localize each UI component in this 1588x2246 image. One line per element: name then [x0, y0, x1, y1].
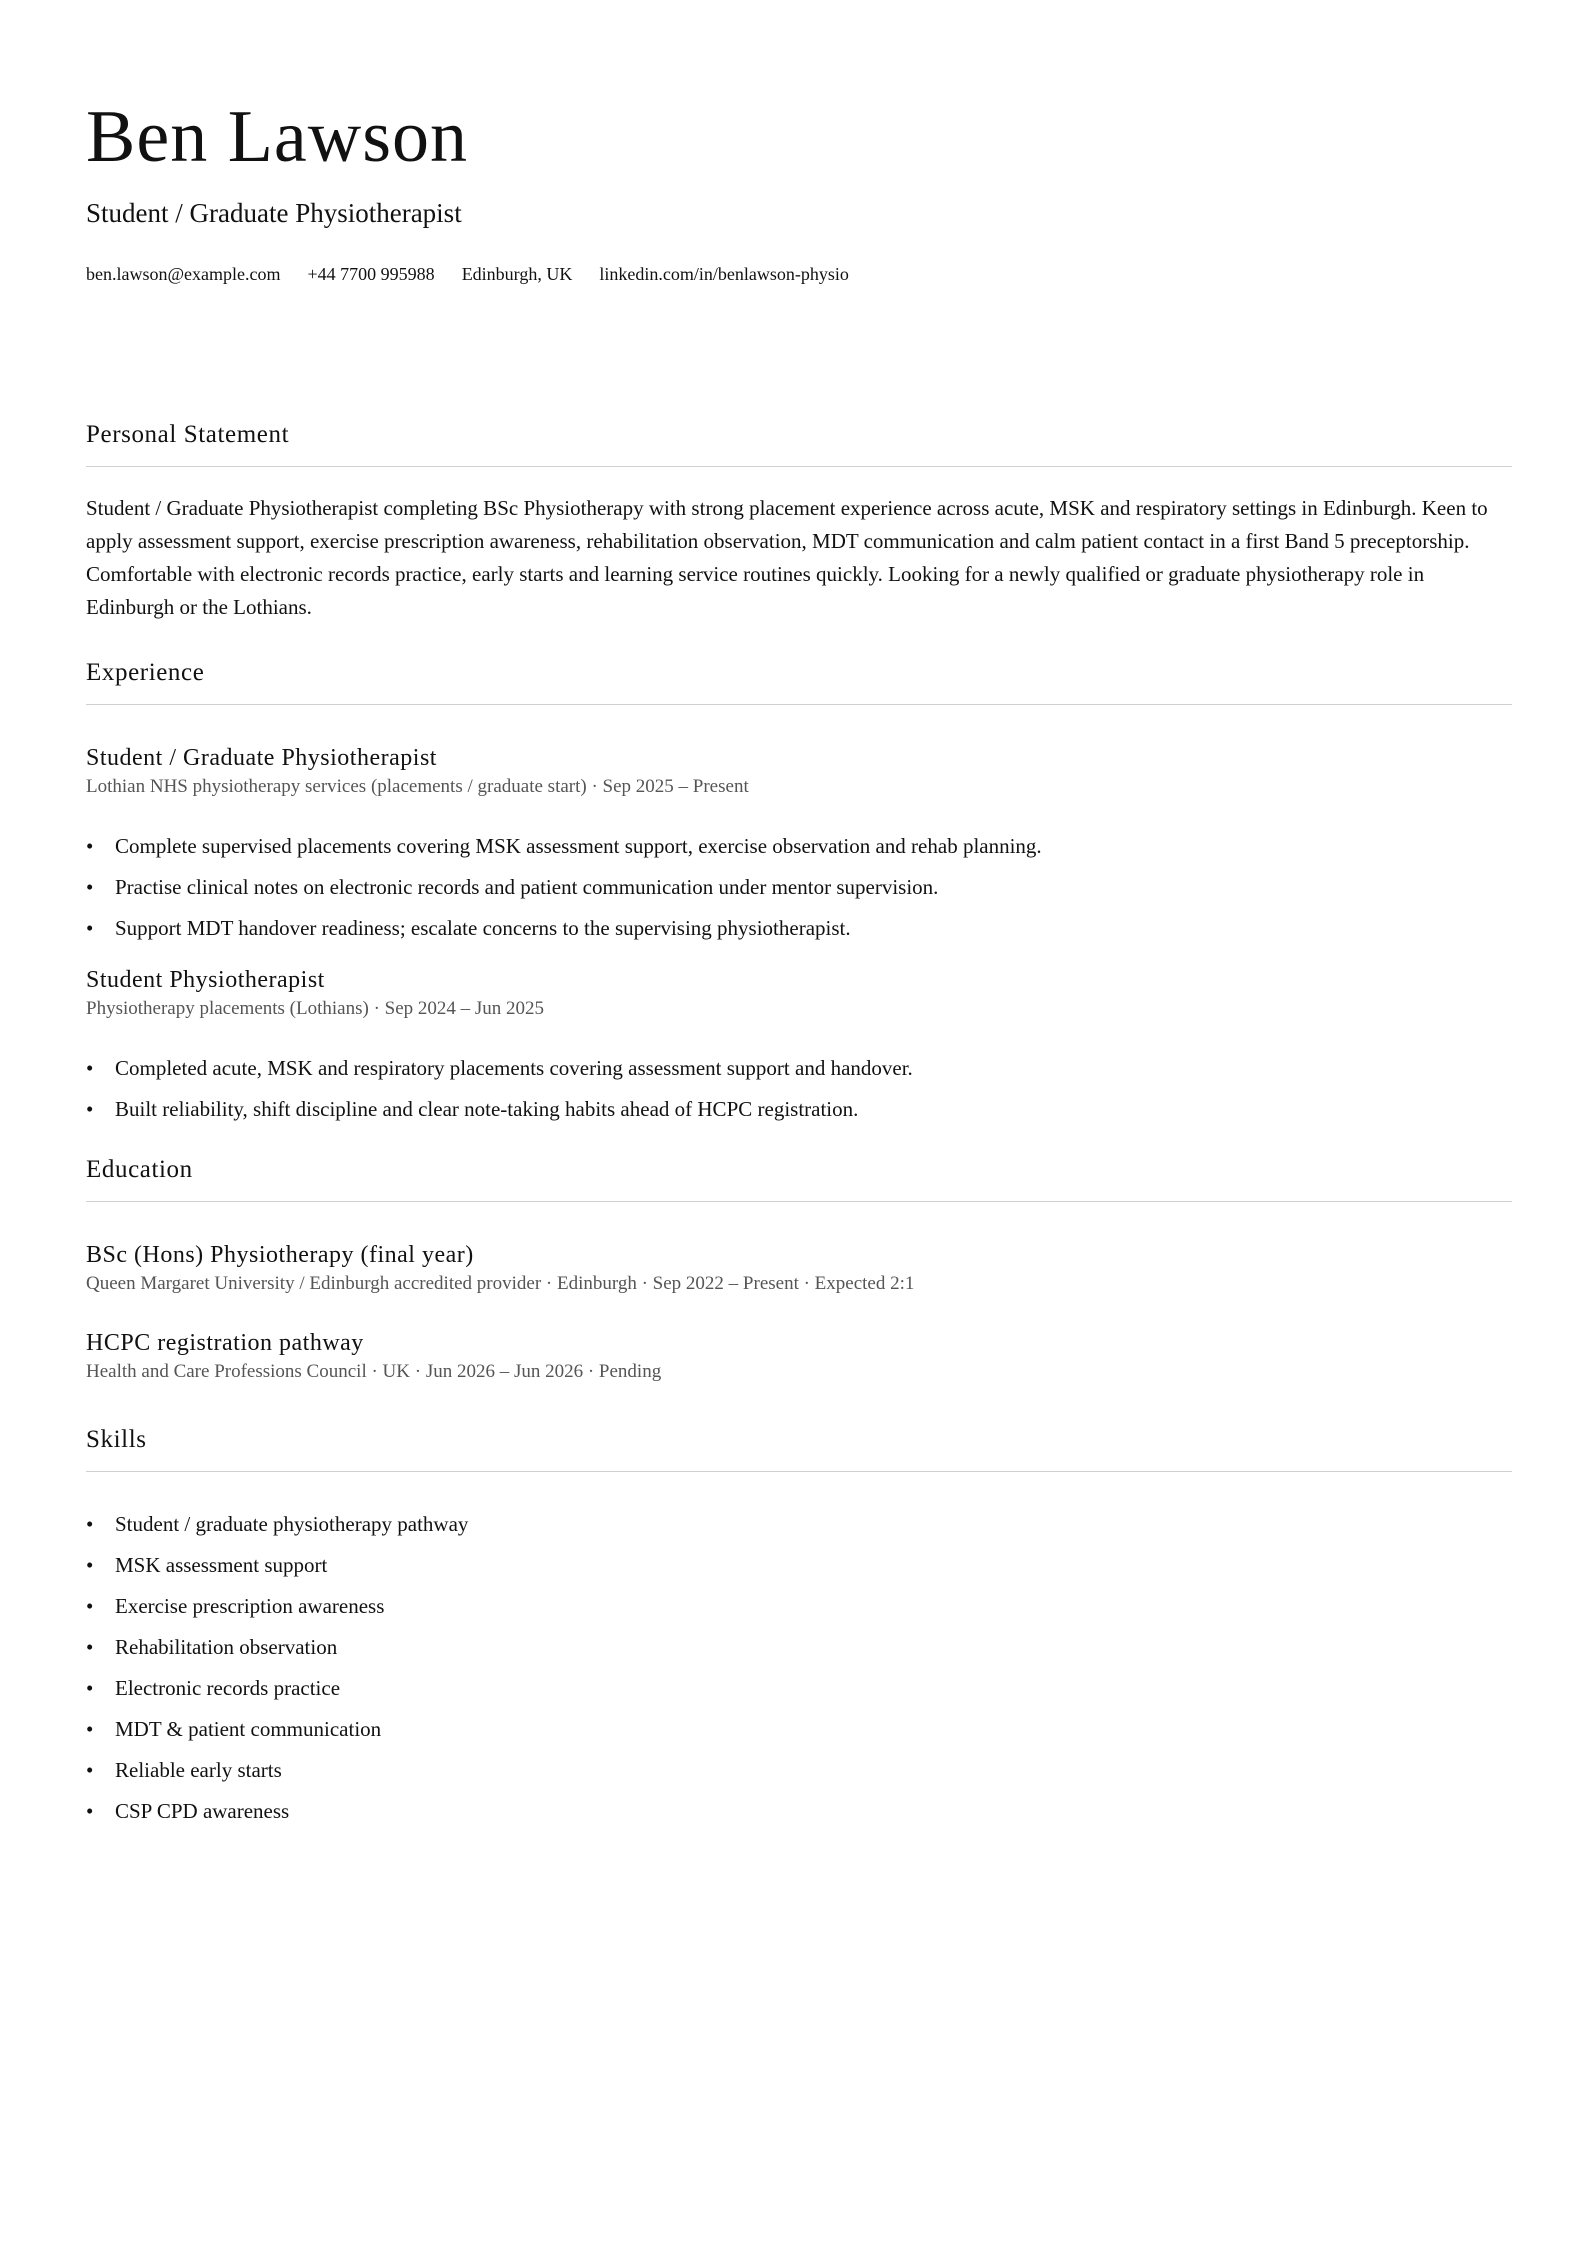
list-item: • Practise clinical notes on electronic records and patient communication under mentor supervision. [86, 867, 1512, 908]
education-section [86, 1154, 1512, 1202]
education-title: HCPC registration pathway [86, 1330, 364, 1356]
experience-section [86, 657, 1512, 705]
section-divider [86, 1471, 1512, 1472]
contact-email: ben.lawson@example.com [86, 264, 281, 284]
contact-line [86, 262, 849, 286]
section-heading-education: Education [86, 1156, 193, 1183]
list-item: • Rehabilitation observation [86, 1627, 1512, 1668]
list-item: • MDT & patient communication [86, 1709, 1512, 1750]
list-item: • Completed acute, MSK and respiratory placements covering assessment support and handover. [86, 1048, 1512, 1089]
skills-section [86, 1424, 1512, 1472]
section-divider [86, 1201, 1512, 1202]
education-meta: Health and Care Professions Council · UK · Jun 2026 – Jun 2026 · Pending [86, 1361, 662, 1382]
list-item: • Student / graduate physiotherapy pathway [86, 1504, 1512, 1545]
experience-bullets [86, 1048, 1512, 1130]
job-title: Student / Graduate Physiotherapist [86, 745, 437, 771]
section-heading-personal-statement: Personal Statement [86, 421, 290, 448]
job-meta: Physiotherapy placements (Lothians) · Sep 2024 – Jun 2025 [86, 998, 545, 1019]
list-item: • Built reliability, shift discipline and clear note-taking habits ahead of HCPC registration. [86, 1089, 1512, 1130]
education-entry [86, 1240, 1512, 1297]
section-heading-skills: Skills [86, 1426, 147, 1453]
section-heading-experience: Experience [86, 659, 205, 686]
contact-linkedin: linkedin.com/in/benlawson-physio [599, 264, 849, 284]
experience-entry [86, 743, 1512, 800]
education-meta: Queen Margaret University / Edinburgh accredited provider · Edinburgh · Sep 2022 – Present · Expected 2:1 [86, 1273, 915, 1294]
education-title: BSc (Hons) Physiotherapy (final year) [86, 1242, 474, 1268]
job-meta: Lothian NHS physiotherapy services (placements / graduate start) · Sep 2025 – Present [86, 776, 749, 797]
list-item: • Exercise prescription awareness [86, 1586, 1512, 1627]
list-item: • Reliable early starts [86, 1750, 1512, 1791]
job-title: Student Physiotherapist [86, 967, 325, 993]
list-item: • CSP CPD awareness [86, 1791, 1512, 1832]
section-divider [86, 704, 1512, 705]
skills-list [86, 1504, 1512, 1832]
list-item: • Electronic records practice [86, 1668, 1512, 1709]
experience-entry [86, 965, 1512, 1022]
education-entry [86, 1328, 1512, 1385]
candidate-title: Student / Graduate Physiotherapist [86, 198, 462, 228]
personal-statement-text: Student / Graduate Physiotherapist completing BSc Physiotherapy with strong placement experience across acute, MSK and respiratory settings in Edinburgh. Keen to apply assessment support, exercise prescription awareness, rehabilitation observation, MDT communication and calm patient contact in a first Band 5 preceptorship. Comfortable with electronic records practice, early starts and learning service routines quickly. Looking for a newly qualified or graduate physiotherapy role in Edinburgh or the Lothians. [86, 496, 1488, 619]
section-divider [86, 466, 1512, 467]
candidate-name: Ben Lawson [86, 96, 468, 178]
list-item: • MSK assessment support [86, 1545, 1512, 1586]
list-item: • Support MDT handover readiness; escalate concerns to the supervising physiotherapist. [86, 908, 1512, 949]
contact-location: Edinburgh, UK [461, 264, 573, 284]
experience-bullets [86, 826, 1512, 949]
list-item: • Complete supervised placements covering MSK assessment support, exercise observation and rehab planning. [86, 826, 1512, 867]
personal-statement-section [86, 419, 1512, 624]
contact-phone: +44 7700 995988 [307, 264, 435, 284]
